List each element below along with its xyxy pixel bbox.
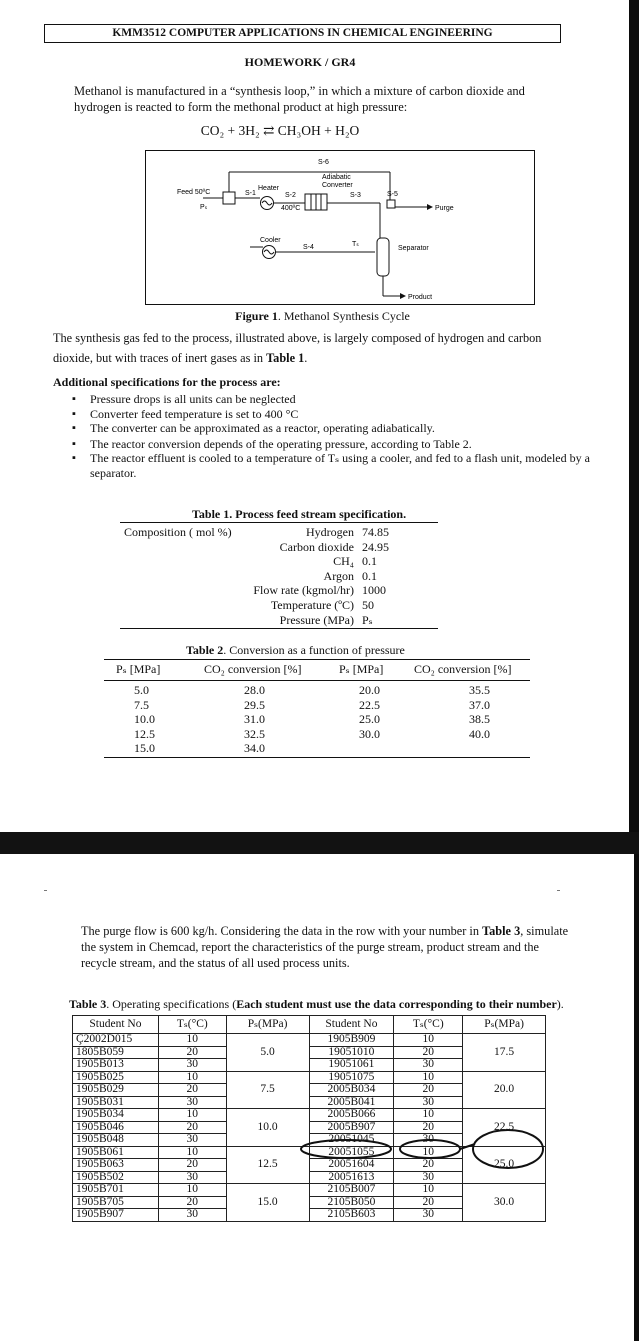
student-no: 1905B705 [73, 1196, 159, 1209]
label-s4: S-4 [303, 244, 314, 251]
student-no: 1905B701 [73, 1184, 159, 1197]
label-s6: S-6 [318, 159, 329, 166]
label-heater: Heater [258, 185, 280, 192]
table2-cell: 15.0 [134, 741, 155, 756]
table3-header-student-2: Student No [309, 1016, 394, 1034]
ts-value: 20 [158, 1084, 226, 1097]
table1-value: 0.1 [362, 554, 377, 569]
specs-list [72, 392, 592, 480]
label-purge: Purge [435, 205, 454, 212]
ts-value: 10 [394, 1146, 463, 1159]
student-no: 1905B046 [73, 1121, 159, 1134]
para3-text-c: , simulate the system in Chemcad, report the characteristics of the purge stream, product stream and the recycle stream, and the status of all used process units. [81, 924, 569, 970]
label-s5: S-5 [387, 191, 398, 198]
course-title-box [44, 24, 561, 43]
student-no: 1905B502 [73, 1171, 159, 1184]
specs-heading: Additional specifications for the process are: [53, 375, 281, 389]
annotation-circle-student [301, 1140, 391, 1158]
list-item: ▪ The reactor effluent is cooled to a temperature of Tₛ using a cooler, and fed to a flash unit, modeled by a separator. [72, 451, 592, 480]
mixer-icon [223, 192, 235, 204]
table1-caption: Table 1. Process feed stream specification. [192, 507, 407, 521]
ts-value: 20 [394, 1159, 463, 1172]
table3-header-ps-2: Pₛ(MPa) [463, 1016, 546, 1034]
table-row [240, 525, 391, 540]
student-no: 1905B061 [73, 1146, 159, 1159]
label-converter: Converter [322, 182, 353, 189]
table3-header-ts: Tₛ(°C) [158, 1016, 226, 1034]
student-no: 1905B013 [73, 1059, 159, 1072]
table2-cell: 25.0 [359, 712, 380, 727]
ps-value: 22.5 [463, 1109, 546, 1147]
table1-top-rule [120, 522, 438, 523]
table2-caption-label: Table 2 [186, 643, 224, 657]
table1-value: 0.1 [362, 568, 377, 583]
ts-value: 10 [158, 1034, 226, 1047]
student-no: 1905B029 [73, 1084, 159, 1097]
table2-cell: 12.5 [134, 726, 155, 741]
student-no: 19051075 [309, 1071, 394, 1084]
ts-value: 10 [158, 1146, 226, 1159]
student-no: 2105B007 [309, 1184, 394, 1197]
table2-cell: 29.5 [244, 697, 265, 712]
table2-cell: 10.0 [134, 712, 155, 727]
table1-value: 50 [362, 597, 374, 612]
para2-table-ref: Table 1 [266, 351, 305, 365]
para2-text-a: The synthesis gas fed to the process, illustrated above, is largely composed of hydrogen and carbon dioxide, but with traces of inert gases as in [53, 331, 542, 365]
ts-value: 10 [394, 1071, 463, 1084]
student-no: 20051613 [309, 1171, 394, 1184]
ts-value: 10 [394, 1034, 463, 1047]
table2-cell: 7.5 [134, 697, 149, 712]
table2-cell: 31.0 [244, 712, 265, 727]
table3-header-student: Student No [73, 1016, 159, 1034]
label-cooler: Cooler [260, 237, 281, 244]
table1-label: Temperature (ºC) [270, 597, 354, 612]
table1-label: Argon [323, 568, 354, 583]
label-separator: Separator [398, 245, 429, 252]
table2-caption-text: . Conversion as a function of pressure [223, 643, 405, 657]
table2-cell: 30.0 [359, 726, 380, 741]
process-flow-diagram [145, 150, 535, 305]
figure-caption [0, 309, 639, 324]
ps-value: 7.5 [226, 1071, 309, 1109]
student-no: 2005B907 [309, 1121, 394, 1134]
table1 [240, 525, 391, 627]
ts-value: 10 [394, 1109, 463, 1122]
scrollbar-track-lower[interactable] [634, 854, 639, 1341]
ts-value: 10 [158, 1109, 226, 1122]
paragraph-purge [81, 923, 571, 971]
table3-caption-label: Table 3 [69, 997, 107, 1011]
table2-cell: 34.0 [244, 741, 265, 756]
table2-cell: 38.5 [469, 712, 490, 727]
para3-text-a: The purge flow is 600 kg/h. Considering the data in the row with your number in [81, 924, 483, 938]
figure-caption-label: Figure 1 [235, 309, 278, 323]
table2-mid-rule [104, 680, 530, 681]
ps-value: 10.0 [226, 1109, 309, 1147]
table-row [240, 554, 391, 569]
ts-value: 10 [394, 1184, 463, 1197]
ts-value: 20 [158, 1159, 226, 1172]
annotation-circle-ps [473, 1130, 543, 1168]
page-mark-right [557, 890, 560, 891]
ts-value: 30 [158, 1209, 226, 1222]
student-no: 1905B048 [73, 1134, 159, 1147]
table1-bottom-rule [120, 628, 438, 629]
ps-value: 30.0 [463, 1184, 546, 1222]
ts-value: 10 [158, 1071, 226, 1084]
student-no: 1905B034 [73, 1109, 159, 1122]
table1-label: CH₄ [333, 554, 354, 569]
table2-cell: 28.0 [244, 683, 265, 697]
table2-top-rule [104, 659, 530, 660]
table1-composition-label: Composition ( mol %) [124, 525, 232, 539]
list-item: ▪ Pressure drops is all units can be neglected [72, 392, 592, 407]
table1-label: Flow rate (kgmol/hr) [253, 583, 354, 598]
label-product: Product [408, 294, 433, 301]
table1-label: Hydrogen [306, 525, 354, 539]
ts-value: 20 [394, 1121, 463, 1134]
table2-cell: 20.0 [359, 683, 380, 697]
student-no: 2105B050 [309, 1196, 394, 1209]
table-row [240, 540, 391, 555]
table-row [240, 569, 391, 584]
table1-label: Carbon dioxide [279, 539, 354, 554]
ts-value: 20 [158, 1121, 226, 1134]
table1-value: Pₛ [362, 612, 373, 627]
table3-caption-note: Each student must use the data corresponding to their number [236, 997, 557, 1011]
student-no: 2105B603 [309, 1209, 394, 1222]
table2-caption [186, 643, 405, 658]
ts-value: 10 [158, 1184, 226, 1197]
table1-value: 24.95 [362, 539, 389, 554]
label-feed: Feed 50ºC [177, 189, 211, 196]
table2-cell: 37.0 [469, 697, 490, 712]
student-no: 19051010 [309, 1046, 394, 1059]
reaction-equation: CO₂ + 3H₂ ⇄ CH₃OH + H₂O [200, 123, 360, 138]
student-no: 20051604 [309, 1159, 394, 1172]
list-item: ▪ The converter can be approximated as a reactor, operating adiabatically. [72, 421, 592, 436]
ts-value: 20 [394, 1084, 463, 1097]
ps-value: 5.0 [226, 1034, 309, 1072]
ts-value: 30 [158, 1171, 226, 1184]
table1-label: Pressure (MPa) [279, 612, 354, 627]
table2-header-conv: CO₂ conversion [%] [204, 662, 302, 676]
table2-header-ps: Pₛ [MPa] [116, 662, 161, 676]
table-row [240, 613, 391, 628]
splitter-icon [387, 200, 395, 208]
student-no: 2005B066 [309, 1109, 394, 1122]
ps-value: 17.5 [463, 1034, 546, 1072]
student-no: 19051061 [309, 1059, 394, 1072]
table2-cell: 5.0 [134, 683, 149, 697]
table3-header-ps: Pₛ(MPa) [226, 1016, 309, 1034]
label-ts: Tₛ [352, 241, 359, 248]
table-row [73, 1184, 546, 1197]
student-no: 20051045 [309, 1134, 394, 1147]
table3 [72, 1015, 546, 1222]
ts-value: 20 [394, 1046, 463, 1059]
table2-bottom-rule [104, 757, 530, 758]
table2-header-conv-2: CO₂ conversion [%] [414, 662, 512, 676]
ts-value: 20 [158, 1196, 226, 1209]
list-item: ▪ Converter feed temperature is set to 400 °C [72, 407, 592, 422]
ps-value: 25.0 [463, 1146, 546, 1184]
course-title: KMM3512 COMPUTER APPLICATIONS IN CHEMICAL ENGINEERING [112, 27, 493, 39]
table2-cell: 35.5 [469, 683, 490, 697]
handwritten-annotation [300, 1120, 550, 1180]
ps-value: 20.0 [463, 1071, 546, 1109]
page-gap [0, 832, 639, 854]
table-row [73, 1071, 546, 1084]
figure-caption-text: . Methanol Synthesis Cycle [277, 309, 410, 323]
student-no: 2005B041 [309, 1096, 394, 1109]
student-no: 1905B025 [73, 1071, 159, 1084]
student-no: 1805B059 [73, 1046, 159, 1059]
ts-value: 30 [394, 1096, 463, 1109]
student-no: 1905B063 [73, 1159, 159, 1172]
paragraph-synthesis-gas [53, 328, 583, 368]
ts-value: 20 [158, 1046, 226, 1059]
student-no: 2005B034 [309, 1084, 394, 1097]
table-row [240, 583, 391, 598]
table-row [73, 1034, 546, 1047]
student-no: 1905B907 [73, 1209, 159, 1222]
table1-value: 1000 [362, 583, 386, 598]
student-no: 20051055 [309, 1146, 394, 1159]
ts-value: 30 [158, 1059, 226, 1072]
page-mark-left [44, 890, 47, 891]
homework-title: HOMEWORK / GR4 [244, 55, 356, 69]
table-row [240, 598, 391, 613]
ts-value: 30 [158, 1096, 226, 1109]
ts-value: 20 [394, 1196, 463, 1209]
table2-cell: 40.0 [469, 726, 490, 741]
student-no: 1905B031 [73, 1096, 159, 1109]
table3-caption [69, 997, 564, 1012]
ps-value: 12.5 [226, 1146, 309, 1184]
separator-icon [377, 238, 389, 276]
ts-value: 30 [394, 1171, 463, 1184]
para2-text-c: . [304, 351, 308, 365]
table3-header-ts-2: Tₛ(°C) [394, 1016, 463, 1034]
para3-table-ref: Table 3 [482, 924, 521, 938]
table1-value: 74.85 [362, 525, 389, 539]
student-no: Ç2002D015 [73, 1034, 159, 1047]
ps-value: 15.0 [226, 1184, 309, 1222]
intro-paragraph: Methanol is manufactured in a “synthesis loop,” in which a mixture of carbon dioxide and hydrogen is reacted to form the methonal product at high pressure: [74, 84, 525, 114]
table2-cell: 32.5 [244, 726, 265, 741]
table3-caption-end: ). [556, 997, 564, 1011]
table2-cell: 22.5 [359, 697, 380, 712]
label-400c: 400ºC [281, 205, 301, 212]
annotation-circle-ts [400, 1140, 460, 1158]
ts-value: 30 [394, 1134, 463, 1147]
scrollbar-track[interactable] [629, 0, 639, 832]
student-no: 1905B909 [309, 1034, 394, 1047]
label-s3: S-3 [350, 192, 361, 199]
ts-value: 30 [394, 1209, 463, 1222]
table2-header-ps-2: Pₛ [MPa] [339, 662, 384, 676]
table3-caption-text: . Operating specifications ( [106, 997, 237, 1011]
list-item: ▪ The reactor conversion depends of the operating pressure, according to Table 2. [72, 437, 592, 452]
label-s2: S-2 [285, 192, 296, 199]
label-ps: Pₛ [200, 204, 208, 211]
label-s1: S-1 [245, 190, 256, 197]
label-adiabatic: Adiabatic [322, 174, 351, 181]
ts-value: 30 [158, 1134, 226, 1147]
ts-value: 30 [394, 1059, 463, 1072]
